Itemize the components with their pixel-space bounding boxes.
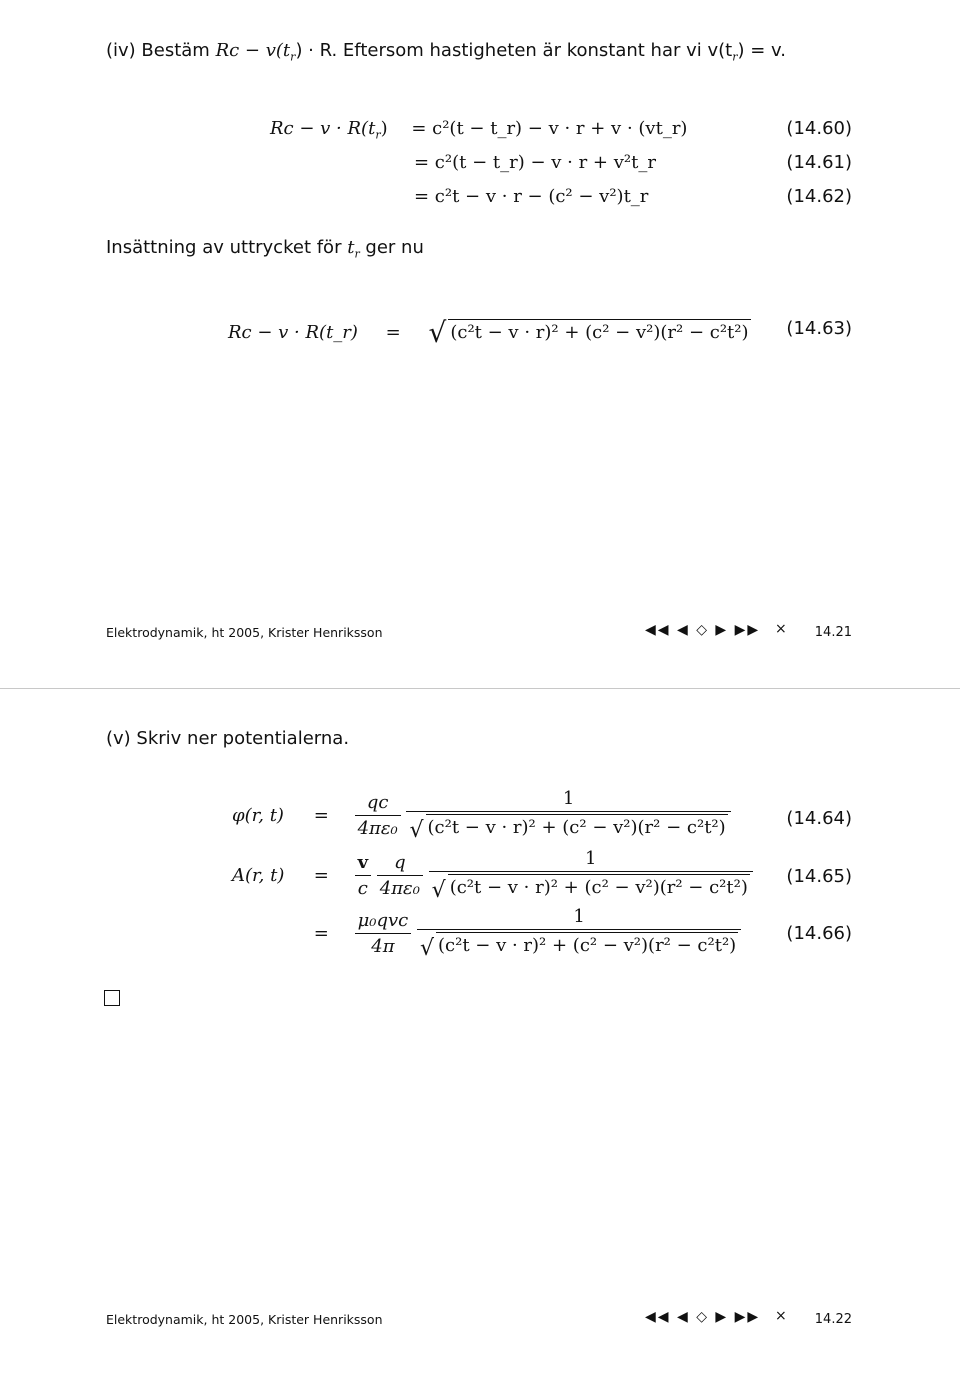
insert-paragraph: Insättning av uttrycket för $t_r$ ger nu [106,237,424,261]
equation-14-60: $Rc - v \cdot R(t_r) = c^2(t$ − t_r) − v · r + v · (vt_r) [270,118,688,142]
nav-controls[interactable]: ◀◀ ◀ ◇ ▶ ▶▶ [645,1309,761,1325]
insert-text-b: ger nu [359,237,424,258]
intro-end: ) = v. [737,40,787,61]
eq66-den-a: 4π [371,936,395,957]
eq63-number: (14.63) [786,318,852,339]
eq65-den-c: (c²t − v · r)² + (c² − v²)(r² − c²t²) [448,874,750,898]
eq66-num-b: 1 [417,906,741,930]
intro-lead: (iv) Bestäm [106,40,216,61]
eq65-num-a: v [355,852,371,876]
eq64-lhs: φ(r, t) [232,805,284,826]
eq60-rhs: = c²(t − t_r) − v · r + v · (vt_r) [411,118,688,139]
eq64-num-b: 1 [406,788,730,812]
page-number: 14.21 [814,625,852,640]
eq65-num-b: q [377,852,423,876]
page-number: 14.22 [814,1312,852,1327]
eq62-rhs: = c²t − v · r − (c² − v²)t_r [414,186,649,207]
eq62-number: (14.62) [786,186,852,207]
intro-mid: ) · R. Eftersom hastigheten är konstant har vi v(t [295,40,733,61]
qed-box [104,990,120,1006]
eq66-number: (14.66) [786,923,852,944]
eq65-den-b: 4πε₀ [379,878,420,899]
sqrt-symbol: √ [428,316,447,349]
eq65-lhs: A(r, t) [232,865,285,886]
slide-separator [0,688,960,689]
eq63-rhs: (c²t − v · r)² + (c² − v²)(r² − c²t²) [448,319,750,343]
eq63-lhs: Rc − v · R(t_r) [228,322,358,343]
footer-text: Elektrodynamik, ht 2005, Krister Henriksson [106,1312,383,1327]
equation-14-64: φ(r, t) = $\frac{qc}{\text{4πε₀}}$ $\frac{1}{\text{√ (c²t − v · r)² + (c² − v²)(r² − c²t²)}}$ [232,788,731,843]
eq65-den-a: c [357,878,368,899]
equation-14-66: = $\frac{\text{μ₀qvc}}{4\pi}$ $\frac{1}{\text{√ (c²t − v · r)² + (c² − v²)(r² − c²t²)}}$ [232,906,741,961]
intro-paragraph-v: (v) Skriv ner potentialerna. [106,728,350,749]
eq65-num-c: 1 [429,848,753,872]
equation-14-62 [414,186,648,207]
eq64-den-a: 4πε₀ [357,818,398,839]
eq63-equals: = [385,322,401,343]
eq61-number: (14.61) [786,152,852,173]
eq65-number: (14.65) [786,866,852,887]
intro-expr: Rc − v(t [215,40,291,61]
insert-text-a: Insättning av uttrycket för [106,237,348,258]
eq61-rhs: = c²(t − t_r) − v · r + v²t_r [414,152,656,173]
close-icon[interactable]: × [775,621,789,637]
equation-14-63 [228,316,751,349]
intro-paragraph-iv: (iv) Bestäm $Rc - v(t_r) \cdot R$. Eftersom hastigheten är konstant har vi $v(t_r) = v$. [106,40,787,64]
equation-14-61 [414,152,656,173]
eq64-equals: = [313,805,329,826]
eq60-number: (14.60) [786,118,852,139]
footer-text: Elektrodynamik, ht 2005, Krister Henriksson [106,625,383,640]
eq66-num-a: μ₀qvc [355,910,412,934]
nav-controls[interactable]: ◀◀ ◀ ◇ ▶ ▶▶ [645,622,761,638]
close-icon[interactable]: × [775,1308,789,1324]
equation-14-65: A(r, t) = $\frac{v}{c}$ $\frac{q}{\text{4πε₀}}$ $\frac{1}{\text{√ (c²t − v · r)² + (c² − v²)(r² − c²t²)}}$ [232,848,753,903]
eq64-num-a: qc [355,792,401,816]
eq66-den-b: (c²t − v · r)² + (c² − v²)(r² − c²t²) [436,932,738,956]
eq66-equals: = [313,923,329,944]
eq60-lhs: Rc − v · R(t [270,118,376,139]
eq64-den-b: (c²t − v · r)² + (c² − v²)(r² − c²t²) [426,814,728,838]
eq65-equals: = [313,865,329,886]
slide-14-21 [0,0,960,688]
slide-14-22 [0,690,960,1379]
eq64-number: (14.64) [786,808,852,829]
